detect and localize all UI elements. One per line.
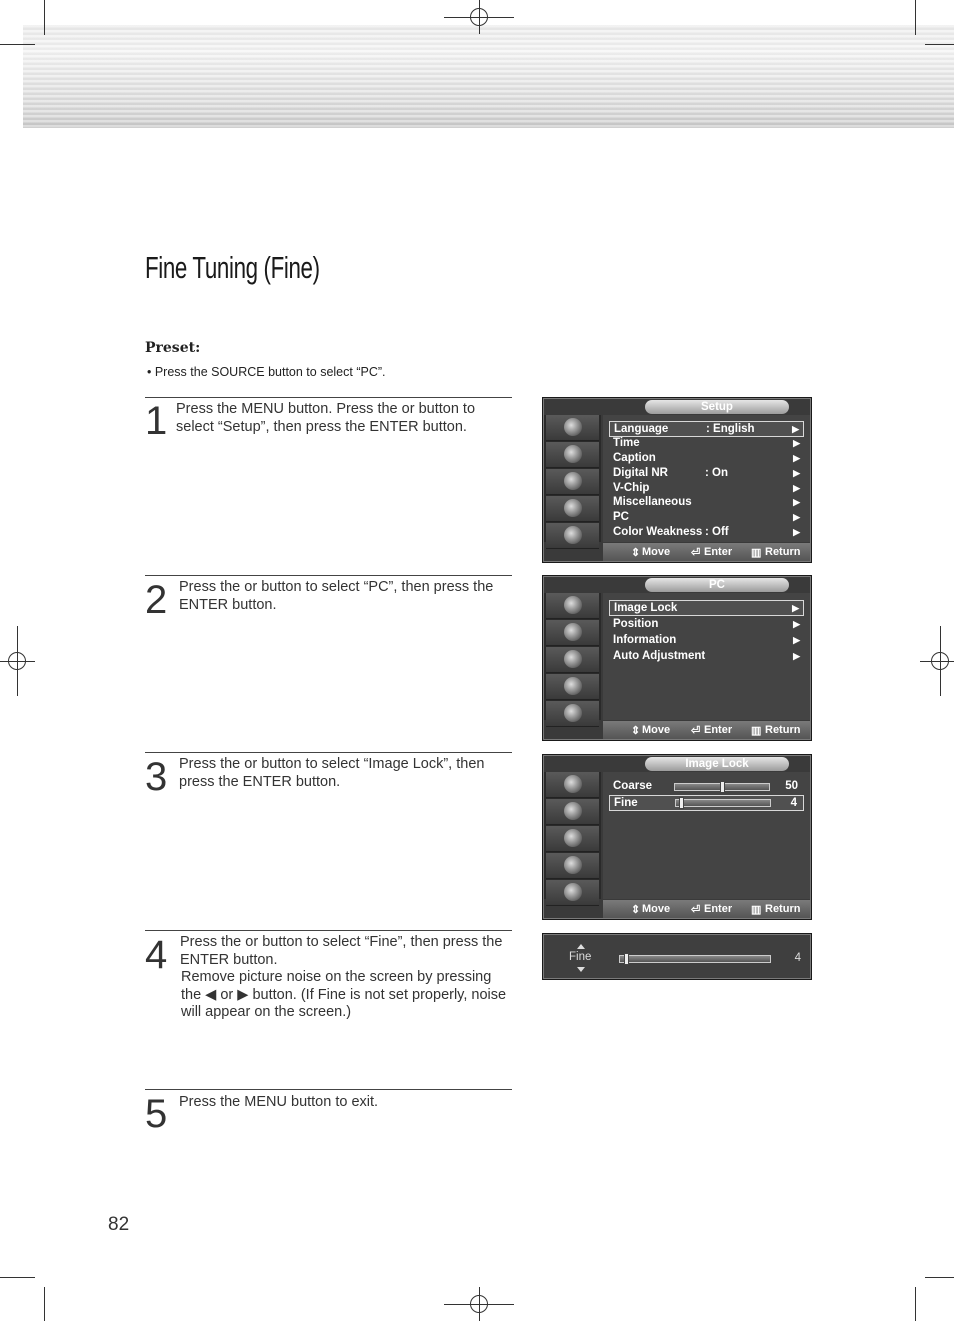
step-text: Press the MENU button. Press the or button to select “Setup”, then press the ENTER button.	[176, 401, 476, 435]
fine-label: Fine	[569, 951, 592, 963]
osd-footer	[603, 721, 810, 739]
menu-item-miscellaneous[interactable]: Miscellaneous ▶	[613, 496, 800, 508]
picture-icon	[546, 442, 599, 468]
footer-return: Return	[765, 724, 801, 736]
step-number: 1	[145, 399, 168, 443]
crop-mark	[0, 44, 35, 45]
step-number: 4	[145, 933, 168, 977]
enter-icon: ⏎	[691, 725, 701, 737]
osd-image-lock-screen	[542, 754, 812, 920]
osd-menu	[603, 415, 810, 542]
osd-menu	[603, 772, 810, 899]
menu-item-pc[interactable]: PC ▶	[613, 511, 800, 523]
menu-item-v-chip[interactable]: V-Chip ▶	[613, 482, 800, 494]
registration-mark	[8, 652, 26, 670]
fine-value: 4	[794, 952, 801, 964]
menu-item-language[interactable]: Language : English ▶	[609, 421, 804, 437]
step-text: Press the or button to select “PC”, then press the ENTER button.	[179, 579, 494, 613]
fine-adjust-slider[interactable]	[619, 955, 771, 963]
step-divider	[145, 575, 512, 576]
footer-return: Return	[765, 546, 801, 558]
osd-footer	[603, 900, 810, 918]
crop-mark	[44, 0, 45, 35]
enter-icon: ⏎	[691, 547, 701, 559]
osd-sidebar	[544, 593, 601, 720]
menu-item-digital-nr[interactable]: Digital NR : On ▶	[613, 467, 800, 479]
step-number: 5	[145, 1092, 168, 1136]
footer-move: Move	[642, 546, 671, 558]
step-divider	[145, 397, 512, 398]
osd-sidebar	[544, 415, 601, 542]
menu-item-coarse[interactable]: Coarse 50	[613, 780, 798, 792]
osd-title: Image Lock	[645, 757, 789, 771]
move-icon: ⇕	[631, 547, 641, 559]
sound-icon	[546, 826, 599, 852]
osd-fine-adjust	[542, 933, 812, 980]
osd-title: Setup	[645, 400, 789, 414]
down-arrow-icon	[577, 967, 585, 972]
input-icon	[546, 593, 599, 619]
return-icon: ▥	[751, 725, 762, 737]
crop-mark	[925, 1277, 954, 1278]
preset-label: Preset:	[145, 340, 201, 356]
step-divider	[145, 752, 512, 753]
osd-sidebar	[544, 772, 601, 899]
return-icon: ▥	[751, 547, 762, 559]
setup-icon	[546, 880, 599, 906]
return-icon: ▥	[751, 904, 762, 916]
footer-move: Move	[642, 724, 671, 736]
fine-adjust-knob[interactable]	[624, 953, 629, 965]
page-title: Fine Tuning (Fine)	[145, 250, 320, 285]
crop-mark	[925, 44, 954, 45]
menu-item-color-weakness[interactable]: Color Weakness : Off ▶	[613, 526, 800, 538]
osd-title: PC	[645, 578, 789, 592]
osd-setup-screen	[542, 397, 812, 563]
registration-mark	[470, 1295, 488, 1313]
osd-menu	[603, 593, 810, 720]
osd-footer	[603, 543, 810, 561]
channel-icon	[546, 496, 599, 522]
input-icon	[546, 772, 599, 798]
move-icon: ⇕	[631, 904, 641, 916]
setup-icon	[546, 701, 599, 727]
step-number: 2	[145, 578, 168, 622]
sound-icon	[546, 469, 599, 495]
crop-mark	[915, 0, 916, 35]
setup-icon	[546, 523, 599, 549]
up-arrow-icon	[577, 944, 585, 949]
crop-mark	[915, 1287, 916, 1321]
preset-bullet: • Press the SOURCE button to select “PC”.	[147, 365, 386, 379]
menu-item-fine[interactable]: Fine 4	[609, 795, 804, 811]
channel-icon	[546, 853, 599, 879]
menu-item-auto-adjustment[interactable]: Auto Adjustment ▶	[613, 650, 800, 662]
move-icon: ⇕	[631, 725, 641, 737]
picture-icon	[546, 620, 599, 646]
step-text: Press the or button to select “Fine”, then press the ENTER button.	[180, 934, 503, 968]
menu-item-information[interactable]: Information ▶	[613, 634, 800, 646]
coarse-slider[interactable]	[674, 783, 770, 791]
footer-enter: Enter	[704, 546, 733, 558]
registration-mark	[470, 8, 488, 26]
registration-mark	[931, 652, 949, 670]
menu-item-position[interactable]: Position ▶	[613, 618, 800, 630]
menu-item-image-lock[interactable]: Image Lock ▶	[609, 600, 804, 616]
enter-icon: ⏎	[691, 904, 701, 916]
step-text: Press the or button to select “Image Lock”, then press the ENTER button.	[179, 756, 485, 790]
step-number: 3	[145, 755, 168, 799]
osd-pc-screen	[542, 575, 812, 741]
step-divider	[145, 930, 512, 931]
channel-icon	[546, 674, 599, 700]
crop-mark	[44, 1287, 45, 1321]
picture-icon	[546, 799, 599, 825]
step-text: Press the MENU button to exit.	[179, 1094, 379, 1110]
footer-move: Move	[642, 903, 671, 915]
fine-slider-knob[interactable]	[679, 797, 684, 809]
sound-icon	[546, 647, 599, 673]
crop-mark	[0, 1277, 35, 1278]
coarse-slider-knob[interactable]	[720, 781, 725, 793]
footer-return: Return	[765, 903, 801, 915]
header-band	[23, 25, 954, 128]
step-text-note: Remove picture noise on the screen by pressing the ◀ or ▶ button. (If Fine is not set properly, noise will appear on the screen.)	[181, 969, 507, 1020]
step-divider	[145, 1089, 512, 1090]
menu-item-caption[interactable]: Caption ▶	[613, 452, 800, 464]
footer-enter: Enter	[704, 903, 733, 915]
menu-item-time[interactable]: Time ▶	[613, 437, 800, 449]
fine-slider[interactable]	[675, 799, 771, 807]
input-icon	[546, 415, 599, 441]
page-number: 82	[108, 1214, 130, 1235]
footer-enter: Enter	[704, 724, 733, 736]
